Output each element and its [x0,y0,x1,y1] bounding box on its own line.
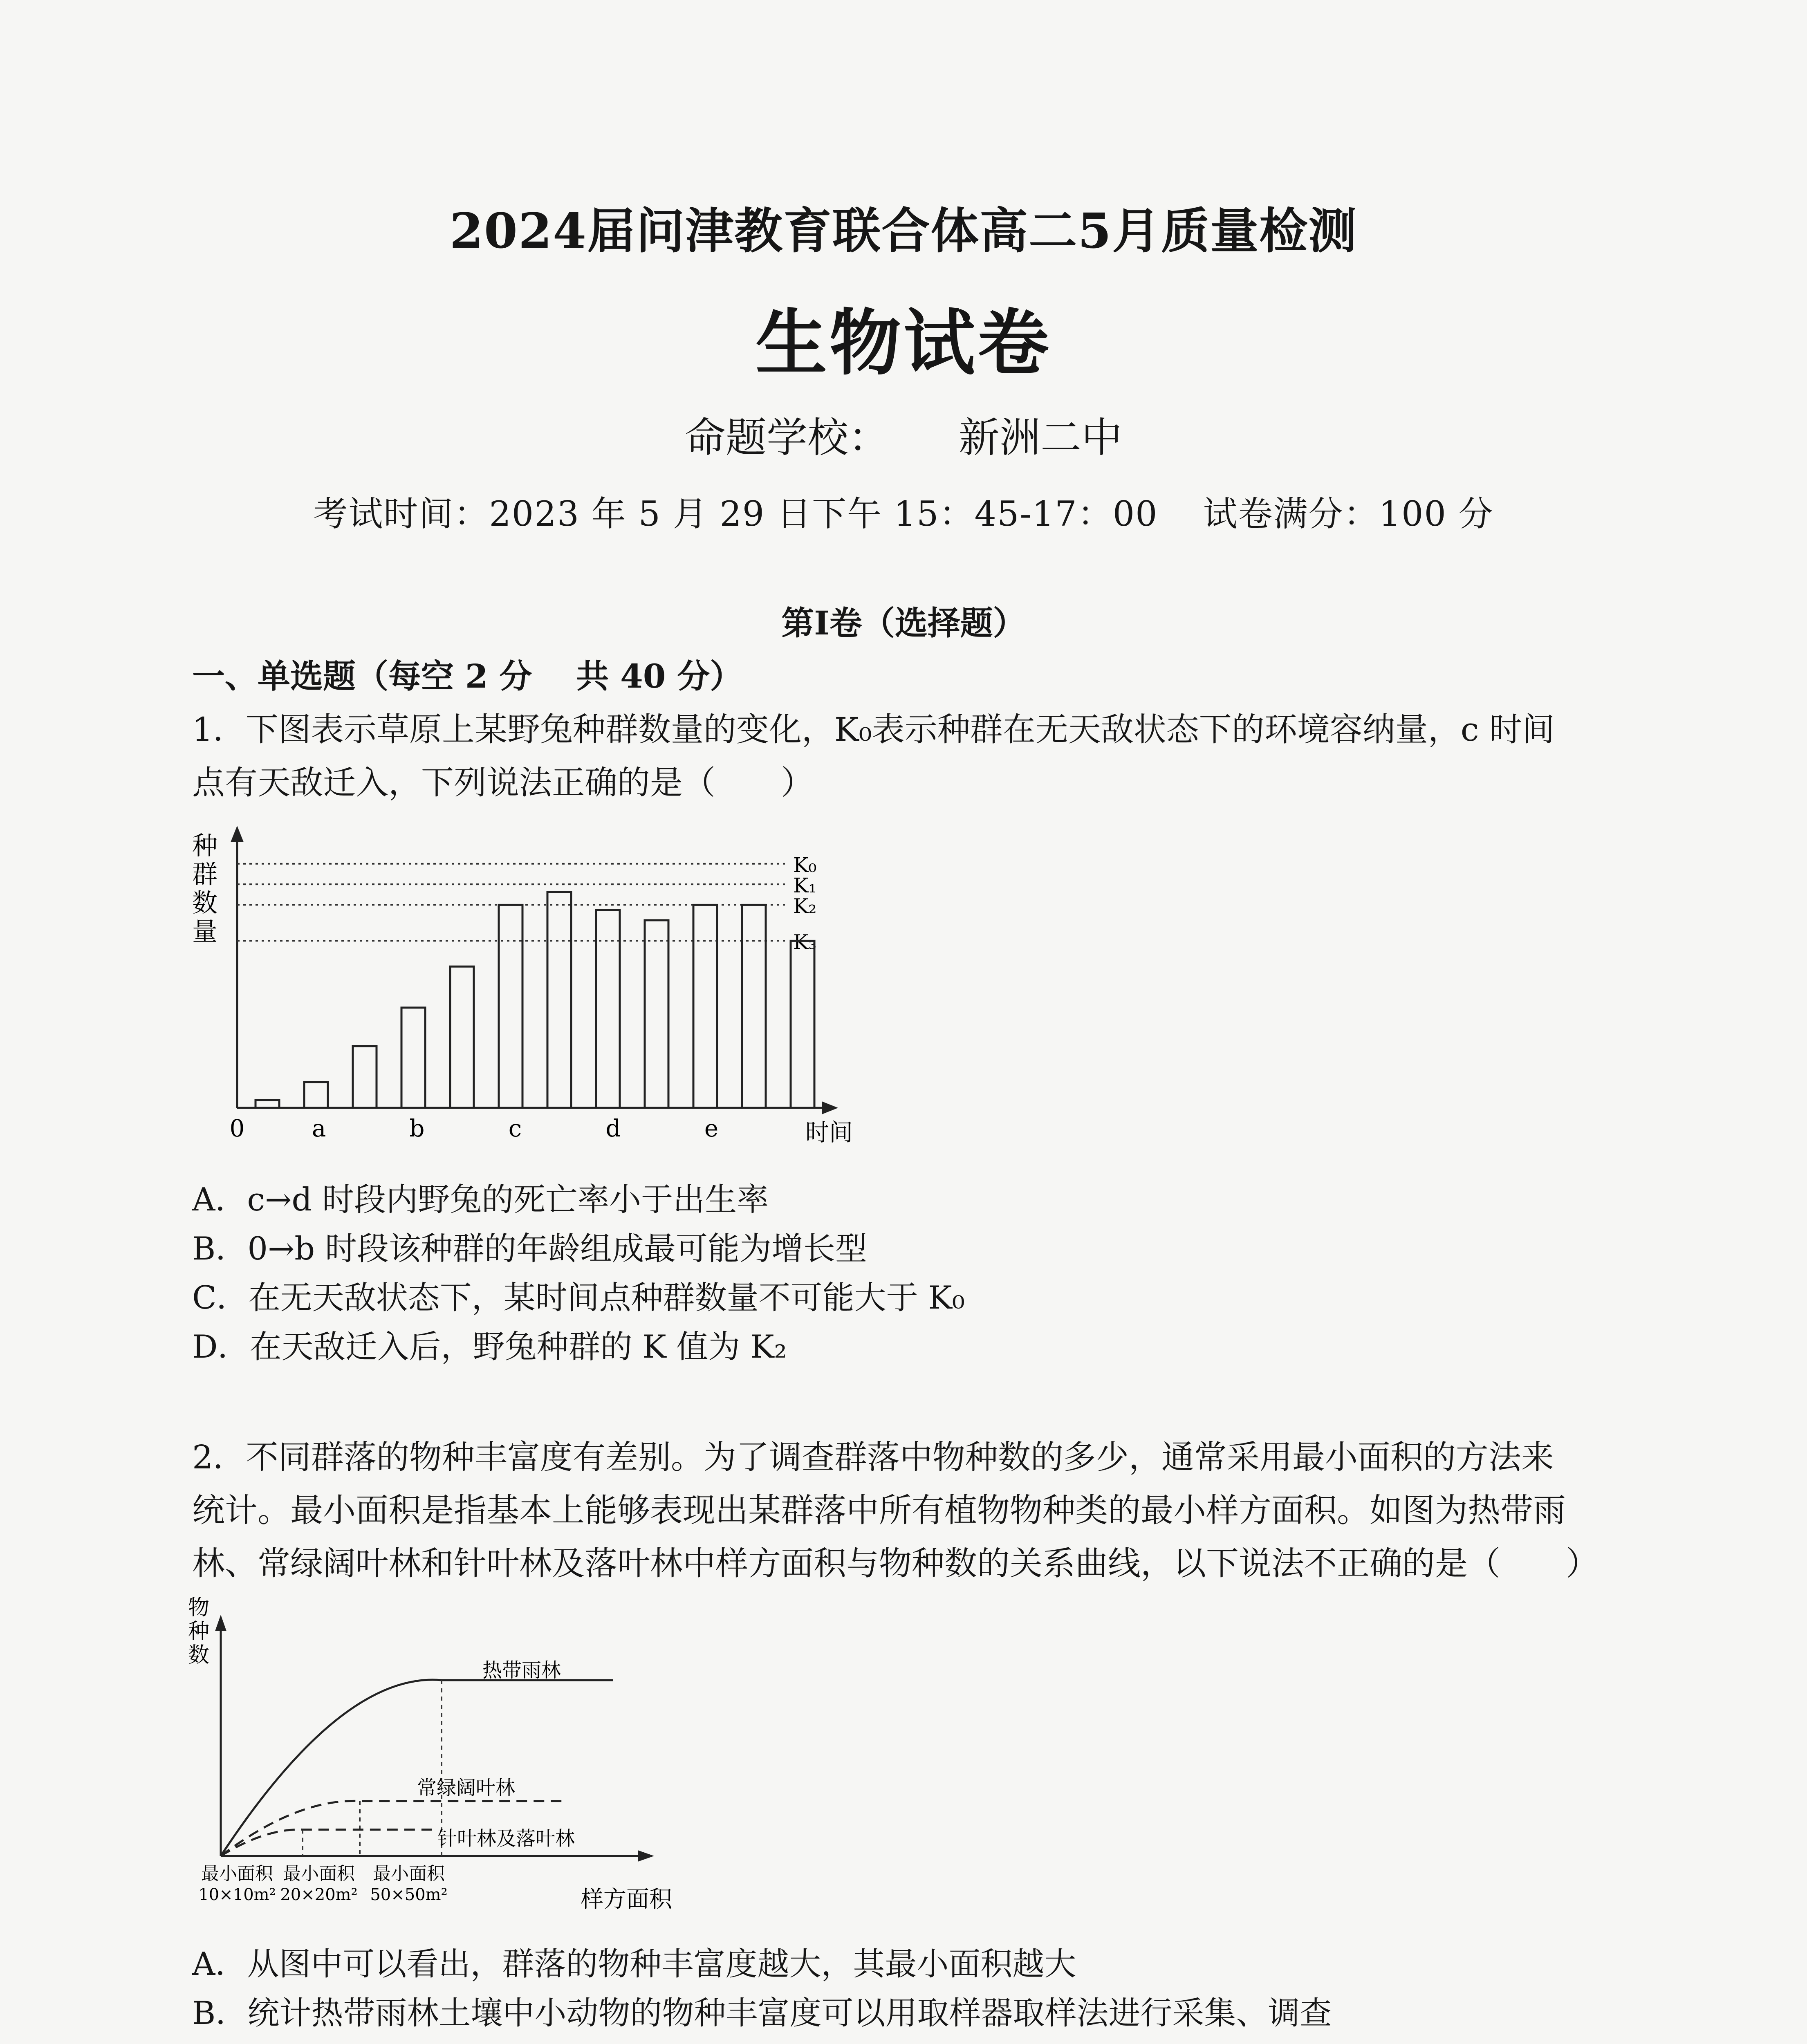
x-tick-label: 最小面积 [283,1863,355,1884]
x-tick-label: 最小面积 [201,1863,273,1884]
line-chart-series-labels [417,1659,575,1850]
series-label: 针叶林及落叶林 [437,1827,575,1850]
bar-chart-x-ticks [230,1114,719,1142]
question-2-line: 2．不同群落的物种丰富度有差别。为了调查群落中物种数的多少，通常采用最小面积的方法来 [192,1438,1554,1476]
bar-chart-bars [256,892,817,1108]
section-title: 第Ⅰ卷（选择题） [781,604,1026,642]
bar [353,1046,377,1108]
y-axis-label-char: 数 [188,1643,210,1667]
line-chart-x-axis-label: 样方面积 [581,1886,672,1913]
bar-chart-axes [231,826,838,1114]
exam-info [0,486,1807,536]
species-area-line-chart [188,1594,720,1934]
question-2-line: 统计。最小面积是指基本上能够表现出某群落中所有植物物种类的最小样方面积。如图为热带雨 [192,1491,1566,1529]
bar [450,966,474,1108]
y-axis-arrow-icon [231,826,244,842]
school-label: 命题学校： [685,414,889,462]
x-tick-label: d [605,1114,621,1142]
reference-line-label: K₂ [793,894,817,918]
bar [401,1008,425,1108]
y-axis-label-char: 数 [192,888,218,918]
y-axis-label-char: 量 [192,917,218,946]
option-c[interactable] [192,2038,1635,2044]
x-axis-arrow-icon [638,1850,654,1862]
option-a[interactable]: A．c→d 时段内野兔的死亡率小于出生率 [192,1181,769,1218]
bar [256,1100,279,1108]
x-tick-label-area: 50×50m² [370,1885,448,1904]
bar-chart-y-axis-label [192,831,217,946]
line-chart-y-axis-label [188,1596,209,1667]
x-tick-label: e [704,1114,719,1142]
reference-line-label: K₁ [793,874,817,898]
series-label: 常绿阔叶林 [417,1776,516,1800]
full-score: 试卷满分：100 分 [1203,494,1494,534]
series-label: 热带雨林 [482,1659,561,1682]
exam-title: 2024届问津教育联合体高二5月质量检测 [449,202,1358,259]
x-tick-label: 0 [229,1114,245,1142]
school-line [0,405,1807,464]
population-bar-chart [188,822,899,1165]
x-tick-label-area: 20×20m² [280,1885,358,1904]
x-tick-label-area: 10×10m² [198,1885,276,1904]
line-chart-x-ticks [198,1863,447,1904]
option-b[interactable]: B．0→b 时段该种群的年龄组成最可能为增长型 [192,1230,868,1267]
question-2-line: 林、常绿阔叶林和针叶林及落叶林中样方面积与物种数的关系曲线，以下说法不正确的是（ ） [192,1544,1598,1582]
reference-line-label: K₃ [793,930,817,954]
x-tick-label: 最小面积 [373,1863,445,1884]
option-d[interactable]: D．在天敌迁入后，野兔种群的 K 值为 K₂ [192,1329,787,1365]
line-chart-axes [215,1615,654,1862]
bar-chart-x-axis-label: 时间 [805,1118,853,1146]
x-tick-label: a [312,1114,326,1142]
y-axis-arrow-icon [215,1615,226,1631]
option-a[interactable]: A．从图中可以看出，群落的物种丰富度越大，其最小面积越大 [192,1946,1076,1983]
part-title: 一、单选题（每空 2 分 共 40 分） [192,657,743,695]
school-name: 新洲二中 [959,414,1122,462]
x-tick-label: c [508,1114,522,1142]
question-1-line: 1．下图表示草原上某野兔种群数量的变化，K₀表示种群在无天敌状态下的环境容纳量，c 时间 [192,710,1555,749]
question-1-text [192,703,1635,809]
bar [499,905,522,1108]
y-axis-label-char: 群 [192,859,218,889]
option-c[interactable]: C．在无天敌状态下，某时间点种群数量不可能大于 K₀ [192,1280,965,1316]
x-axis-arrow-icon [822,1101,838,1114]
question-2-options [192,1940,1635,2044]
exam-time: 考试时间：2023 年 5 月 29 日下午 15：45-17：00 [313,494,1158,534]
bar [547,892,571,1108]
bar [791,941,814,1108]
question-1-options [192,1175,1635,1372]
question-2-text [192,1431,1635,1590]
reference-line-label: K₀ [793,853,817,877]
bar-chart-reference-lines [237,853,816,954]
y-axis-label-char: 种 [188,1619,210,1644]
question-1-line: 点有天敌迁入，下列说法正确的是（ ） [192,764,814,802]
x-tick-label: b [409,1114,425,1142]
bar [742,905,766,1108]
bar [304,1082,328,1108]
bar [693,905,717,1108]
bar [596,910,620,1108]
option-b[interactable]: B．统计热带雨林土壤中小动物的物种丰富度可以用取样器取样法进行采集、调查 [192,1995,1332,2032]
subject-title: 生物试卷 [756,301,1051,385]
y-axis-label-char: 物 [188,1596,210,1620]
y-axis-label-char: 种 [192,831,218,861]
bar [645,920,668,1108]
